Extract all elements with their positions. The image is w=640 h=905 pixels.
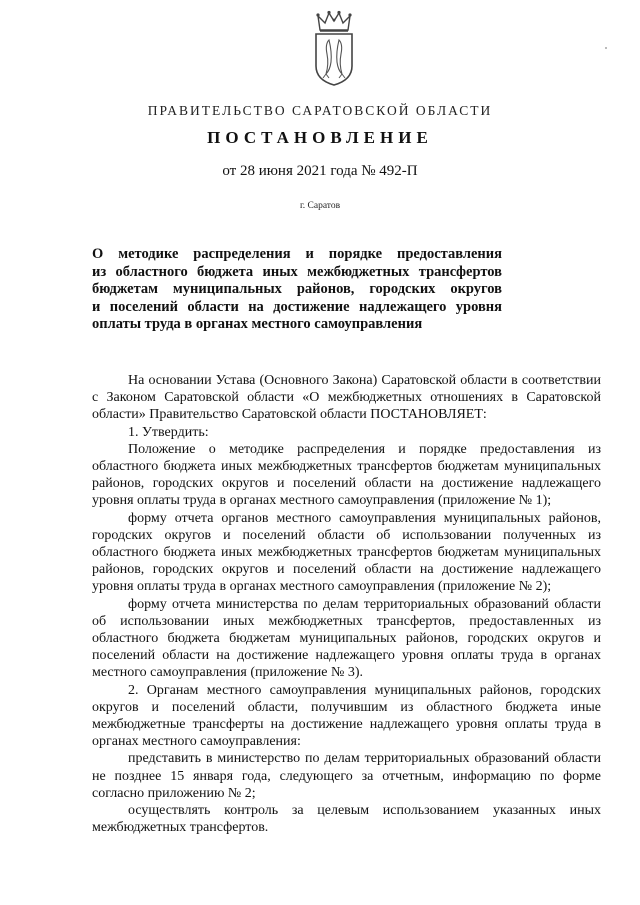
document-date-number: от 28 июня 2021 года № 492-П <box>222 163 418 179</box>
document-body <box>92 372 601 836</box>
approve-regulation-paragraph: Положение о методике распределения и порядке предоставления из областного бюджета иных межбюджетных трансфертов бюджетам муниципальных районов, городских округов и поселений области на достижение надлежащего уровня оплаты труда в органах местного самоуправления (приложение № 1); <box>92 441 601 509</box>
control-paragraph: осуществлять контроль за целевым использованием указанных иных межбюджетных трансфертов. <box>92 803 601 836</box>
document-title <box>92 246 502 334</box>
approve-form-ministry-paragraph: форму отчета министерства по делам территориальных образований области об использовании иных межбюджетных трансфертов, предоставленных из областного бюджета бюджетам муниципальных районов, городских округов и поселений области на достижение надлежащего уровня оплаты труда в органах местного самоуправления (приложение № 3). <box>92 596 601 681</box>
submit-info-paragraph: представить в министерство по делам территориальных образований области не позднее 15 января года, следующего за отчетным, информацию по форме согласно приложению № 2; <box>92 751 601 801</box>
preamble-paragraph: На основании Устава (Основного Закона) Саратовской области в соответствии с Законом Саратовской области «О межбюджетных отношениях в Саратовской области» Правительство Саратовской области ПОСТАНОВЛЯЕТ: <box>92 373 601 423</box>
document-place: г. Саратов <box>299 201 341 211</box>
title-line: и поселений области на достижение надлежащего уровня <box>92 298 502 315</box>
item-2-paragraph: 2. Органам местного самоуправления муниципальных районов, городских округов и поселений области, получившим из областного бюджета иные межбюджетные трансферты на достижение надлежащего уровня оплаты труда в органах местного самоуправления: <box>92 682 601 750</box>
title-line: из областного бюджета иных межбюджетных трансфертов <box>92 263 502 280</box>
item-1-heading: 1. Утвердить: <box>128 424 209 440</box>
document-type: ПОСТАНОВЛЕНИЕ <box>207 128 433 147</box>
title-line: бюджетам муниципальных районов, городских округов <box>92 281 502 297</box>
government-name: ПРАВИТЕЛЬСТВО САРАТОВСКОЙ ОБЛАСТИ <box>147 103 493 118</box>
saratov-coat-of-arms-icon <box>307 10 361 88</box>
title-line: оплаты труда в органах местного самоуправления <box>92 316 423 332</box>
approve-form-local-paragraph: форму отчета органов местного самоуправления муниципальных районов, городских округов и поселений области об использовании полученных из областного бюджета иных межбюджетных трансфертов бюджетам муниципальных районов, городских округов и поселений области на достижение надлежащего уровня оплаты труда в органах местного самоуправления (приложение № 2); <box>92 510 601 595</box>
scan-speck <box>605 47 607 49</box>
title-line: О методике распределения и порядке предоставления <box>92 246 502 262</box>
